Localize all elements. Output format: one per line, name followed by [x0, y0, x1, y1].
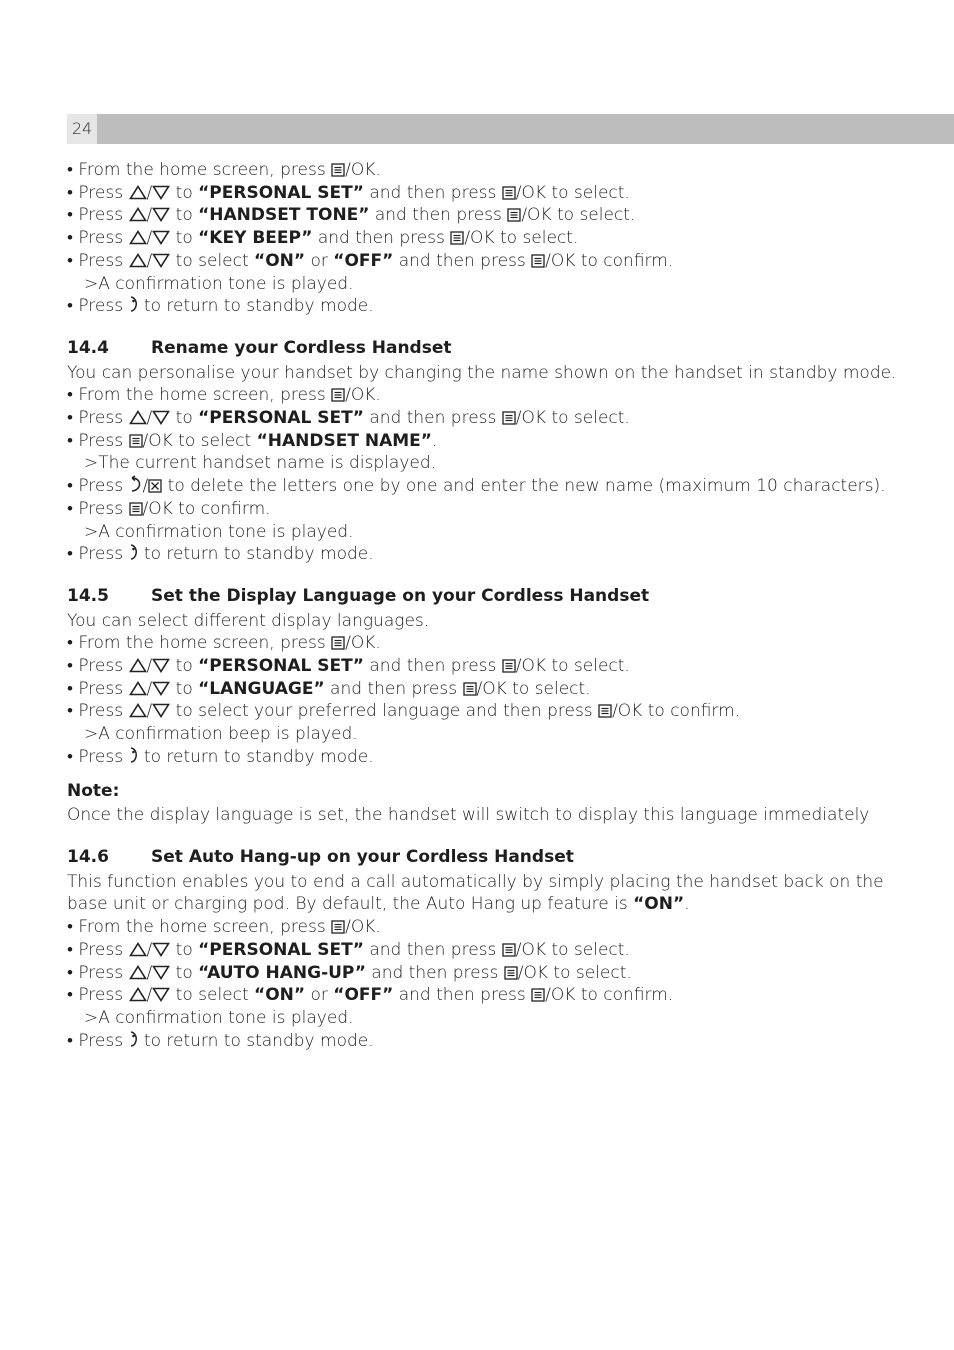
up-arrow-icon [129, 185, 147, 200]
menu-key-icon [531, 254, 545, 268]
up-arrow-icon [129, 681, 147, 696]
up-arrow-icon [129, 207, 147, 222]
step-line: • From the home screen, press /OK. [67, 385, 381, 406]
step-line: • Press / to “HANDSET TONE” and then press /OK to select. [67, 205, 636, 226]
menu-key-icon [502, 411, 516, 425]
step-line: • From the home screen, press /OK. [67, 917, 381, 938]
section-heading-14-4: 14.4 Rename your Cordless Handset [67, 337, 452, 358]
step-line: • Press / to select “ON” or “OFF” and then press /OK to confirm. [67, 985, 674, 1006]
note-label: Note: [67, 780, 120, 801]
section-intro: You can personalise your handset by changing the name shown on the handset in standby mode. [67, 362, 897, 383]
up-arrow-icon [129, 410, 147, 425]
menu-key-icon [129, 502, 143, 516]
down-arrow-icon [152, 207, 170, 222]
menu-key-icon [331, 920, 345, 934]
step-line: • Press /OK to select “HANDSET NAME”. [67, 430, 438, 451]
step-line: • Press / to “PERSONAL SET” and then press /OK to select. [67, 408, 630, 429]
step-line: • Press / to select “ON” or “OFF” and then press /OK to confirm. [67, 250, 674, 271]
header-bar [67, 114, 954, 144]
step-line: • Press / to “AUTO HANG-UP” and then press /OK to select. [67, 962, 632, 983]
step-line: • Press / to “LANGUAGE” and then press /OK to select. [67, 678, 591, 699]
end-call-icon [129, 1030, 139, 1048]
down-arrow-icon [152, 230, 170, 245]
end-call-icon [129, 543, 139, 561]
result-line: >A confirmation beep is played. [84, 724, 358, 745]
section-intro: You can select different display languages. [67, 610, 430, 631]
section-heading-14-5: 14.5 Set the Display Language on your Cordless Handset [67, 585, 650, 606]
up-arrow-icon [129, 942, 147, 957]
up-arrow-icon [129, 658, 147, 673]
step-line: • Press to return to standby mode. [67, 544, 374, 565]
section-heading-14-6: 14.6 Set Auto Hang-up on your Cordless Handset [67, 846, 574, 867]
menu-key-icon [502, 186, 516, 200]
menu-key-icon [507, 208, 521, 222]
up-arrow-icon [129, 230, 147, 245]
menu-key-icon [531, 988, 545, 1002]
step-line: • Press / to “PERSONAL SET” and then press /OK to select. [67, 182, 630, 203]
down-arrow-icon [152, 703, 170, 718]
down-arrow-icon [152, 965, 170, 980]
menu-key-icon [450, 231, 464, 245]
menu-key-icon [502, 659, 516, 673]
section-intro: This function enables you to end a call automatically by simply placing the handset back on the base unit or charging pod. By default, the Auto Hang up feature is “ON”. [67, 871, 884, 915]
clear-icon [148, 479, 162, 493]
up-arrow-icon [129, 965, 147, 980]
down-arrow-icon [152, 253, 170, 268]
up-arrow-icon [129, 253, 147, 268]
step-line: • Press / to select your preferred language and then press /OK to confirm. [67, 701, 741, 722]
result-line: >A confirmation tone is played. [84, 521, 354, 542]
down-arrow-icon [152, 185, 170, 200]
menu-key-icon [331, 636, 345, 650]
back-icon [129, 475, 143, 493]
step-line: • Press to return to standby mode. [67, 296, 374, 317]
step-line: • Press / to “PERSONAL SET” and then press /OK to select. [67, 939, 630, 960]
menu-key-icon [129, 434, 143, 448]
end-call-icon [129, 295, 139, 313]
step-line: • From the home screen, press /OK. [67, 160, 381, 180]
step-line: • Press / to delete the letters one by one and enter the new name (maximum 10 characters). [67, 476, 886, 497]
down-arrow-icon [152, 410, 170, 425]
menu-key-icon [331, 388, 345, 402]
up-arrow-icon [129, 987, 147, 1002]
menu-key-icon [331, 163, 345, 177]
result-line: >A confirmation tone is played. [84, 1007, 354, 1028]
down-arrow-icon [152, 681, 170, 696]
result-line: >The current handset name is displayed. [84, 453, 437, 474]
menu-key-icon [598, 704, 612, 718]
menu-key-icon [502, 943, 516, 957]
menu-key-icon [504, 966, 518, 980]
note-text: Once the display language is set, the handset will switch to display this language immediately [67, 805, 870, 826]
page-number: 24 [67, 114, 97, 144]
menu-key-icon [463, 682, 477, 696]
down-arrow-icon [152, 942, 170, 957]
result-line: >A confirmation tone is played. [84, 273, 354, 294]
up-arrow-icon [129, 703, 147, 718]
end-call-icon [129, 746, 139, 764]
step-line: • Press to return to standby mode. [67, 746, 374, 767]
step-line: • Press /OK to confirm. [67, 498, 271, 519]
down-arrow-icon [152, 658, 170, 673]
page-content [67, 159, 927, 1052]
step-line: • From the home screen, press /OK. [67, 633, 381, 654]
step-line: • Press / to “PERSONAL SET” and then press /OK to select. [67, 656, 630, 677]
step-line: • Press / to “KEY BEEP” and then press /OK to select. [67, 228, 579, 249]
step-line: • Press to return to standby mode. [67, 1030, 374, 1051]
down-arrow-icon [152, 987, 170, 1002]
